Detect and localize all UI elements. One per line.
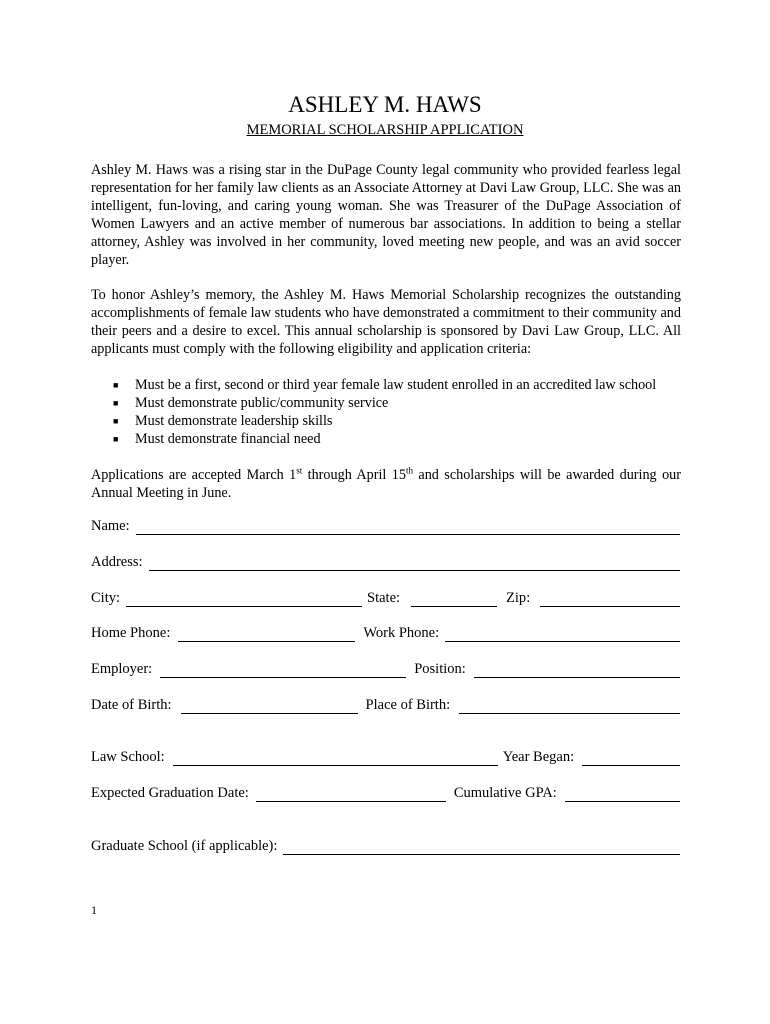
address-field[interactable] bbox=[149, 555, 680, 571]
criteria-list bbox=[113, 376, 656, 448]
employer-field[interactable] bbox=[160, 662, 406, 678]
city-field[interactable] bbox=[126, 591, 362, 607]
phone-row bbox=[91, 622, 680, 642]
name-row bbox=[91, 515, 680, 535]
address-row bbox=[91, 551, 680, 571]
address-label: Address: bbox=[91, 554, 143, 570]
home-phone-field[interactable] bbox=[178, 626, 355, 642]
law-school-label: Law School: bbox=[91, 749, 165, 765]
page-number: 1 bbox=[91, 903, 97, 917]
dob-label: Date of Birth: bbox=[91, 697, 172, 713]
gpa-label: Cumulative GPA: bbox=[453, 785, 557, 801]
list-item: ■ Must demonstrate financial need bbox=[113, 431, 321, 447]
bullet-icon: ■ bbox=[113, 398, 119, 408]
name-field[interactable] bbox=[136, 519, 680, 535]
zip-field[interactable] bbox=[540, 591, 680, 607]
bullet-icon: ■ bbox=[113, 434, 119, 444]
state-field[interactable] bbox=[411, 591, 497, 607]
grad-date-field[interactable] bbox=[256, 786, 446, 802]
purpose-paragraph: To honor Ashley’s memory, the Ashley M. Haws Memorial Scholarship recognizes the outstanding accomplishments of female law students who have demonstrated a commitment to their community and their peers and a desire to excel. This annual scholarship is sponsored by Davi Law Group, LLC. All applicants must comply with the following eligibility and application criteria: bbox=[91, 287, 681, 357]
bullet-icon: ■ bbox=[113, 416, 119, 426]
employer-row bbox=[91, 658, 680, 678]
employer-label: Employer: bbox=[91, 661, 153, 677]
dob-field[interactable] bbox=[181, 698, 358, 714]
list-item: ■ Must demonstrate leadership skills bbox=[113, 413, 333, 429]
dates-paragraph: Applications are accepted March 1st through April 15th and scholarships will be awarded during our Annual Meeting in June. bbox=[91, 465, 681, 501]
pob-label: Place of Birth: bbox=[365, 697, 451, 713]
bullet-icon: ■ bbox=[113, 380, 119, 390]
gpa-field[interactable] bbox=[565, 786, 680, 802]
zip-label: Zip: bbox=[506, 590, 531, 606]
work-phone-field[interactable] bbox=[445, 626, 680, 642]
pob-field[interactable] bbox=[459, 698, 680, 714]
graduation-row bbox=[91, 782, 680, 802]
year-began-field[interactable] bbox=[582, 750, 680, 766]
page-title: ASHLEY M. HAWS bbox=[288, 92, 482, 117]
position-field[interactable] bbox=[474, 662, 680, 678]
intro-paragraph: Ashley M. Haws was a rising star in the DuPage County legal community who provided fearless legal representation for her family law clients as an Associate Attorney at Davi Law Group, LLC. She was an intelligent, fun-loving, and caring young woman. She was Treasurer of the DuPage Association of Women Lawyers and an active member of numerous bar associations. In addition to being a stellar attorney, Ashley was involved in her community, loved meeting new people, and was an avid soccer player. bbox=[91, 162, 681, 268]
birth-row bbox=[91, 694, 680, 714]
state-label: State: bbox=[367, 590, 401, 606]
list-item: ■ Must demonstrate public/community service bbox=[113, 395, 389, 411]
grad-date-label: Expected Graduation Date: bbox=[91, 785, 249, 801]
home-phone-label: Home Phone: bbox=[91, 625, 171, 641]
grad-school-label: Graduate School (if applicable): bbox=[91, 838, 278, 854]
law-school-row bbox=[91, 746, 680, 766]
work-phone-label: Work Phone: bbox=[363, 625, 440, 641]
page-subtitle: MEMORIAL SCHOLARSHIP APPLICATION bbox=[246, 122, 524, 138]
law-school-field[interactable] bbox=[173, 750, 498, 766]
city-row bbox=[91, 587, 680, 607]
city-label: City: bbox=[91, 590, 121, 606]
name-label: Name: bbox=[91, 518, 130, 534]
year-began-label: Year Began: bbox=[502, 749, 575, 765]
list-item: ■ Must be a first, second or third year female law student enrolled in an accredited law school bbox=[113, 377, 657, 393]
position-label: Position: bbox=[414, 661, 466, 677]
grad-school-field[interactable] bbox=[283, 839, 680, 855]
grad-school-row bbox=[91, 835, 680, 855]
